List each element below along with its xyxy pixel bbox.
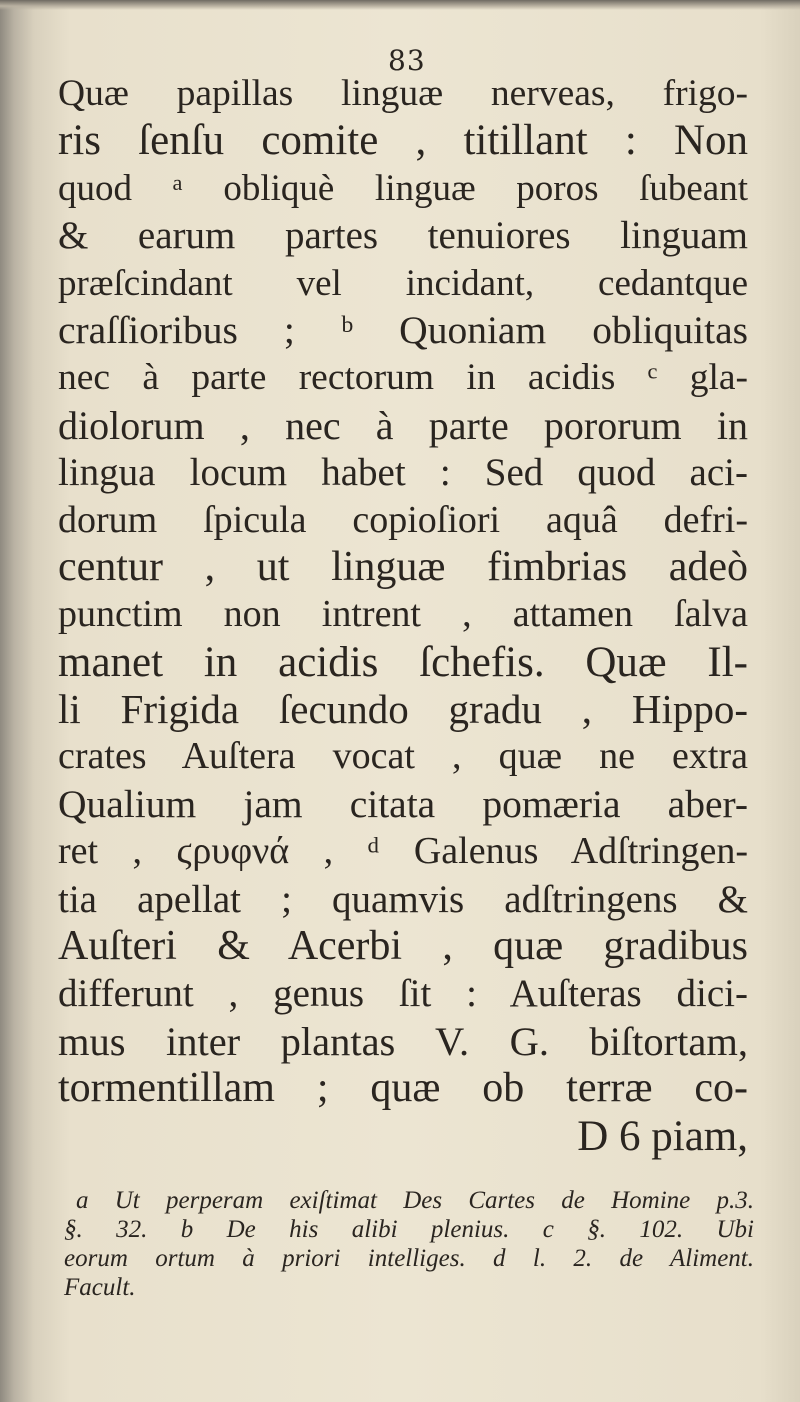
catchline: D 6 piam,: [577, 1112, 748, 1160]
text-line: ris ſenſu comite , titillant : Non: [58, 117, 748, 165]
text-line: nec à parte rectorum in acidis ᶜ gla-: [58, 357, 748, 399]
page-number: 83: [388, 44, 426, 77]
text-line: centur , ut linguæ fimbrias adeò: [58, 543, 748, 590]
footnote-line: eorum ortum à priori intelliges. d l. 2. de Aliment.: [64, 1245, 754, 1272]
text-line: quod ᵃ obliquè linguæ poros ſubeant: [58, 167, 748, 209]
text-line: manet in acidis ſchefis. Quæ Il-: [58, 638, 748, 686]
footnote-line: §. 32. b De his alibi plenius. c §. 102. Ubi: [64, 1216, 754, 1243]
page-top-edge: [0, 0, 800, 10]
text-line: & earum partes tenuiores linguam: [58, 214, 748, 258]
text-line: lingua locum habet : Sed quod aci-: [58, 451, 748, 495]
footnotes: [64, 1186, 754, 1302]
text-line: tormentillam ; quæ ob terræ co-: [58, 1065, 748, 1112]
text-line: craſſioribus ; ᵇ Quoniam obliquitas: [58, 307, 748, 352]
text-line: præſcindant vel incidant, cedantque: [58, 262, 748, 304]
footnote-line: a Ut perperam exiſtimat Des Cartes de Homine p.3.: [76, 1187, 754, 1214]
text-line: diolorum , nec à parte pororum in: [58, 402, 748, 448]
footnote-line: Facult.: [64, 1274, 136, 1301]
text-line: Auſteri & Acerbi , quæ gradibus: [58, 923, 748, 970]
text-line: differunt , genus ſit : Auſteras dici-: [58, 972, 748, 1016]
text-line: ret , ϛρυφνά , ᵈ Galenus Adſtringen-: [58, 830, 748, 873]
body-text: [58, 70, 748, 1160]
text-line: crates Auſtera vocat , quæ ne extra: [58, 735, 748, 778]
text-line: Qualium jam citata pomæria aber-: [58, 781, 748, 826]
text-line: li Frigida ſecundo gradu , Hippo-: [58, 686, 748, 733]
text-line: Quæ papillas linguæ nerveas, frigo-: [58, 73, 748, 114]
text-line: dorum ſpicula copioſiori aquâ defri-: [58, 498, 748, 541]
text-line: tia apellat ; quamvis adſtringens &: [58, 877, 748, 921]
text-line: mus inter plantas V. G. biſtortam,: [58, 1018, 748, 1064]
text-line: punctim non intrent , attamen ſalva: [58, 593, 748, 636]
